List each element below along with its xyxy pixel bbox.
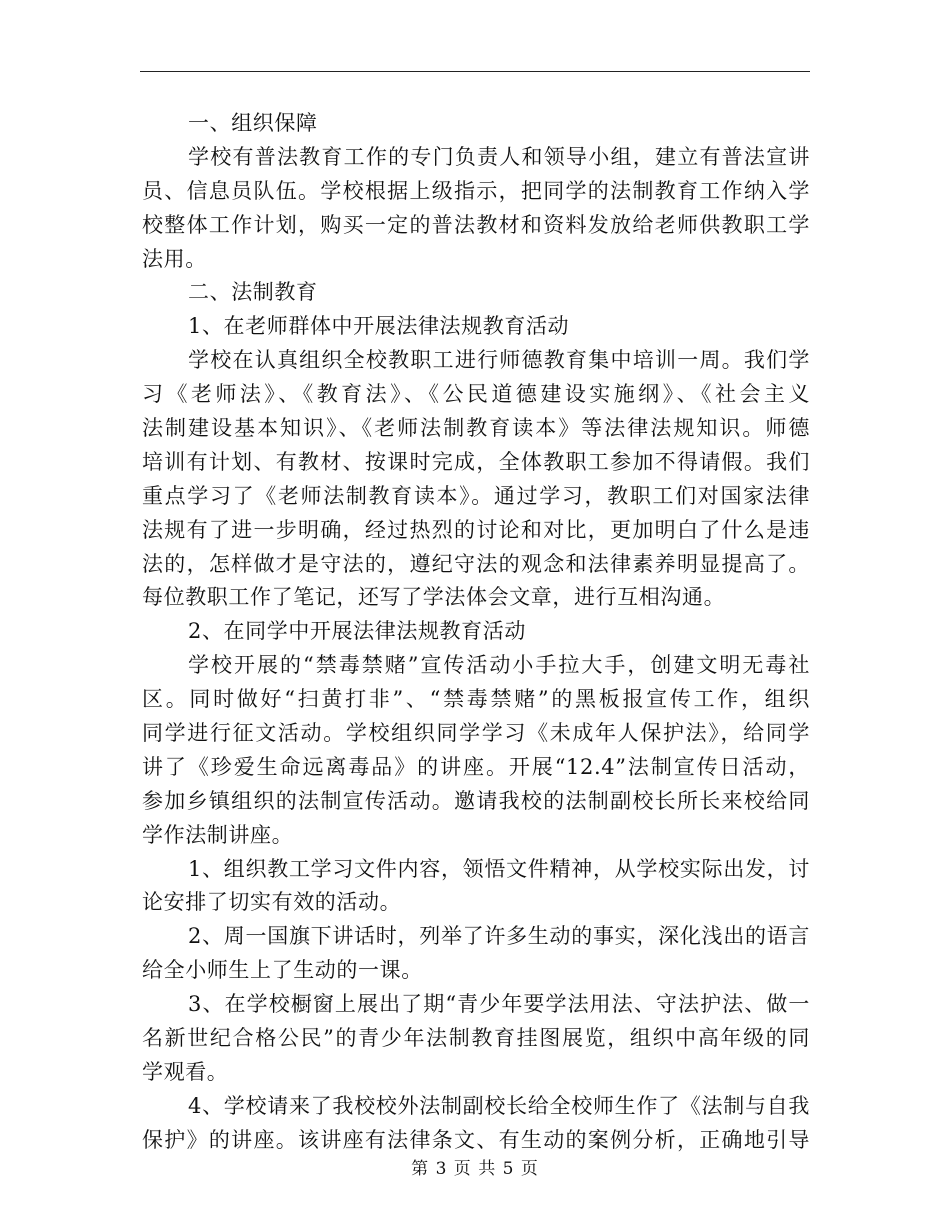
text-line: 1、组织教工学习文件内容，领悟文件精神，从学校实际出发，讨 xyxy=(188,856,810,881)
text-line: 学校在认真组织全校教职工进行师德教育集中培训一周。我们学 xyxy=(188,348,810,373)
text-line: 4、学校请来了我校校外法制副校长给全校师生作了《法制与自我 xyxy=(188,1093,810,1118)
text-line: 习《老师法》、《教育法》、《公民道德建设实施纲》、《社会主义 xyxy=(142,382,810,407)
text-line: 1、在老师群体中开展法律法规教育活动 xyxy=(188,314,570,339)
text-line: 法制建设基本知识》、《老师法制教育读本》等法律法规知识。师德 xyxy=(142,416,810,441)
text-line: 学观看。 xyxy=(142,1059,229,1084)
text-line: 讲了《珍爱生命远离毒品》的讲座。开展“12.4”法制宣传日活动， xyxy=(142,754,810,779)
text-line: 学校开展的“禁毒禁赌”宣传活动小手拉大手，创建文明无毒社 xyxy=(188,653,810,678)
text-line: 法用。 xyxy=(142,246,207,271)
text-line: 校整体工作计划，购买一定的普法教材和资料发放给老师供教职工学 xyxy=(142,212,810,237)
text-line: 重点学习了《老师法制教育读本》。通过学习，教职工们对国家法律 xyxy=(142,483,810,508)
text-line: 一、组织保障 xyxy=(188,111,318,135)
document-body xyxy=(142,107,810,1158)
text-line: 3、在学校橱窗上展出了期“青少年要学法用法、守法护法、做一 xyxy=(188,992,810,1017)
text-line: 给全小师生上了生动的一课。 xyxy=(142,958,423,983)
text-line: 同学进行征文活动。学校组织同学学习《未成年人保护法》，给同学 xyxy=(142,721,810,746)
text-line: 2、在同学中开展法律法规教育活动 xyxy=(188,619,526,644)
text-line: 二、法制教育 xyxy=(188,280,318,305)
text-line: 论安排了切实有效的活动。 xyxy=(142,890,402,915)
text-line: 保护》的讲座。该讲座有法律条文、有生动的案例分析，正确地引导 xyxy=(142,1127,810,1152)
text-line: 每位教职工作了笔记，还写了学法体会文章，进行互相沟通。 xyxy=(142,585,726,610)
text-line: 2、周一国旗下讲话时，列举了许多生动的事实，深化浅出的语言 xyxy=(188,924,810,949)
text-line: 法的，怎样做才是守法的，遵纪守法的观念和法律素养明显提高了。 xyxy=(142,551,810,576)
text-line: 名新世纪合格公民”的青少年法制教育挂图展览，组织中高年级的同 xyxy=(142,1026,810,1051)
header-rule xyxy=(140,71,810,72)
text-line: 培训有计划、有教材、按课时完成，全体教职工参加不得请假。我们 xyxy=(142,449,810,474)
text-line: 员、信息员队伍。学校根据上级指示，把同学的法制教育工作纳入学 xyxy=(142,178,810,203)
text-line: 学作法制讲座。 xyxy=(142,822,294,847)
text-line: 区。同时做好“扫黄打非”、“禁毒禁赌”的黑板报宣传工作，组织 xyxy=(142,687,810,712)
text-line: 学校有普法教育工作的专门负责人和领导小组，建立有普法宣讲 xyxy=(188,144,810,169)
page-number: 第 3 页 共 5 页 xyxy=(411,1159,539,1179)
text-line: 法规有了进一步明确，经过热烈的讨论和对比，更加明白了什么是违 xyxy=(142,517,810,542)
text-line: 参加乡镇组织的法制宣传活动。邀请我校的法制副校长所长来校给同 xyxy=(142,788,810,813)
